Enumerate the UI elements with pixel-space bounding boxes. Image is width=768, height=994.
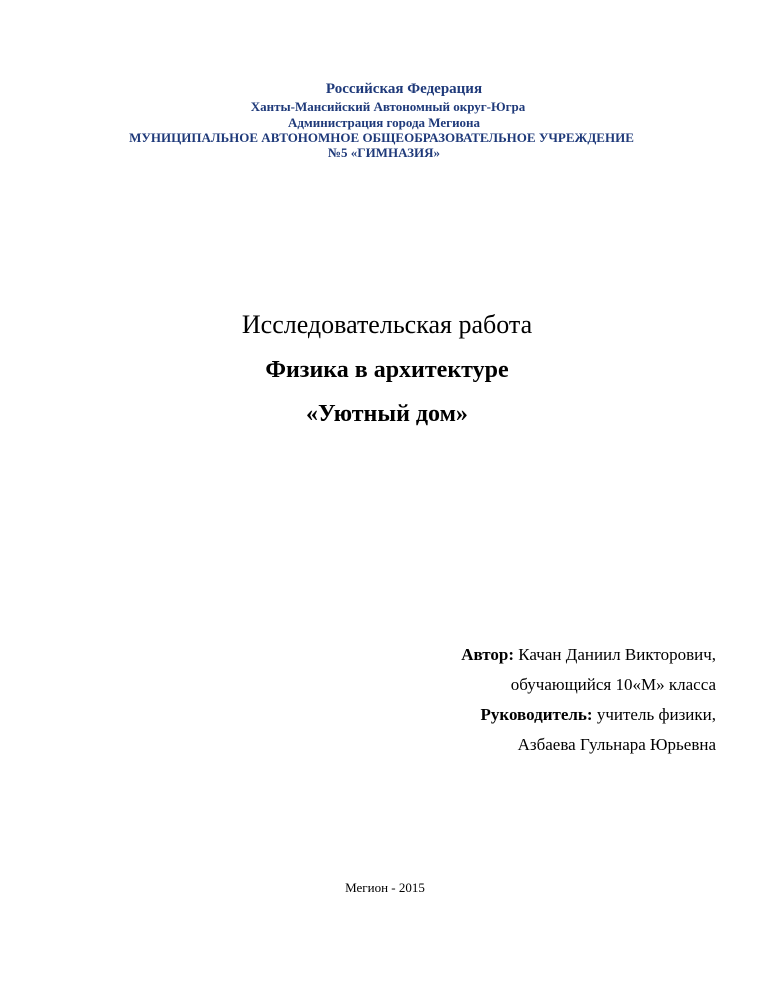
title-block [0,309,768,429]
work-subtitle: «Уютный дом» [306,401,468,427]
header-country: Российская Федерация [325,81,483,97]
footer [0,880,768,896]
institution-header [0,80,768,160]
work-type: Исследовательская работа [241,310,533,339]
header-institution-line1: МУНИЦИПАЛЬНОЕ АВТОНОМНОЕ ОБЩЕОБРАЗОВАТЕЛЬНОЕ УЧРЕЖДЕНИЕ [129,130,634,145]
header-region: Ханты-Мансийский Автономный округ-Югра [250,99,526,114]
supervisor-row [461,700,716,730]
header-administration: Администрация города Мегиона [287,115,481,130]
supervisor-label: Руководитель: [480,705,593,724]
header-institution-line2: №5 «ГИМНАЗИЯ» [327,145,440,160]
supervisor-name: Азбаева Гульнара Юрьевна [517,735,716,754]
supervisor-role: учитель физики, [592,705,716,724]
authors-block [461,640,716,760]
author-name: Качан Даниил Викторович, [514,645,716,664]
author-label: Автор: [461,645,515,664]
author-row [461,640,716,670]
work-title: Физика в архитектуре [265,357,509,383]
author-status: обучающийся 10«М» класса [510,675,716,694]
place-year: Мегион - 2015 [345,880,425,895]
